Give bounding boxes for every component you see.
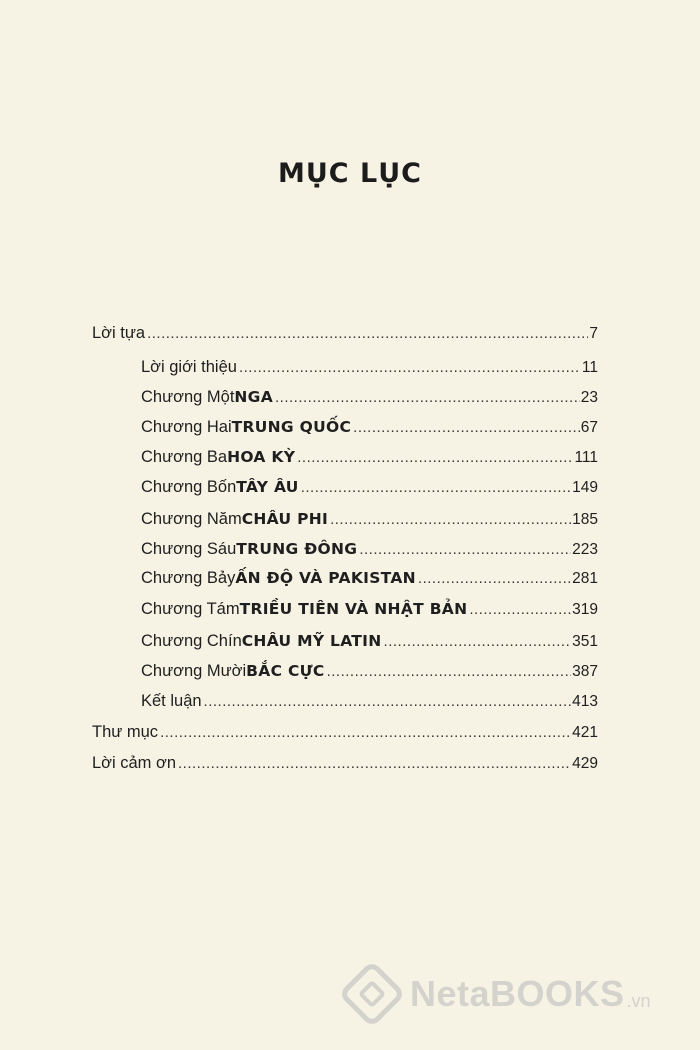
chapter-number: Chương Sáu xyxy=(141,540,237,558)
chapter-title: CHÂU PHI xyxy=(241,510,329,528)
chapter-title: CHÂU MỸ LATIN xyxy=(241,632,382,650)
toc-page-number: 23 xyxy=(580,389,598,406)
watermark-logo xyxy=(348,970,651,1018)
chapter-number: Chương Bảy xyxy=(141,569,236,587)
toc-entry-label: Kết luận xyxy=(141,692,202,710)
toc-page-number: 413 xyxy=(572,693,598,710)
toc-entry-chapter xyxy=(141,538,598,561)
toc-page-number: 7 xyxy=(589,325,598,342)
toc-entry-chapter xyxy=(141,386,598,409)
netabooks-logo-icon xyxy=(338,960,406,1028)
chapter-title: BẮC CỰC xyxy=(246,662,325,680)
chapter-number: Chương Bốn xyxy=(141,478,237,496)
dot-leader xyxy=(327,661,572,683)
chapter-title: ẤN ĐỘ VÀ PAKISTAN xyxy=(235,569,416,587)
chapter-title: HOA KỲ xyxy=(227,448,296,466)
toc-entry-label: Thư mục xyxy=(92,723,159,741)
dot-leader xyxy=(147,323,588,345)
watermark-suffix: .vn xyxy=(626,991,651,1011)
chapter-title: NGA xyxy=(234,388,273,406)
chapter-number: Chương Ba xyxy=(141,448,228,466)
dot-leader xyxy=(275,387,580,409)
toc-page-number: 11 xyxy=(581,359,598,376)
toc-entry-preface xyxy=(92,322,598,345)
toc-entry-conclusion xyxy=(141,690,598,713)
toc-entry-label: Lời tựa xyxy=(92,324,146,342)
toc-entry-chapter xyxy=(141,660,598,683)
toc-page-number: 421 xyxy=(572,724,598,741)
toc-entry-acknowledgements xyxy=(92,752,598,775)
toc-entry-chapter xyxy=(141,416,598,439)
dot-leader xyxy=(178,753,571,775)
dot-leader xyxy=(204,691,572,713)
dot-leader xyxy=(330,509,571,531)
toc-entry-introduction xyxy=(141,356,598,379)
toc-entry-chapter xyxy=(141,630,598,653)
toc-entry-label: Lời cảm ơn xyxy=(92,754,176,772)
chapter-number: Chương Một xyxy=(141,388,235,406)
chapter-number: Chương Hai xyxy=(141,418,232,436)
dot-leader xyxy=(418,568,571,590)
dot-leader xyxy=(353,417,580,439)
chapter-title: TRIỀU TIÊN VÀ NHẬT BẢN xyxy=(239,600,468,618)
toc-page-number: 111 xyxy=(574,449,598,466)
toc-page-number: 387 xyxy=(572,663,598,680)
chapter-title: TÂY ÂU xyxy=(236,478,299,496)
chapter-number: Chương Năm xyxy=(141,510,242,528)
toc-entry-chapter xyxy=(141,598,598,621)
toc-page-number: 185 xyxy=(572,511,598,528)
chapter-number: Chương Tám xyxy=(141,600,240,618)
chapter-number: Chương Mười xyxy=(141,662,247,680)
dot-leader xyxy=(297,447,573,469)
toc-page-number: 281 xyxy=(572,570,598,587)
dot-leader xyxy=(469,599,571,621)
toc-entry-chapter xyxy=(141,476,598,499)
toc-page-number: 67 xyxy=(580,419,598,436)
watermark-brand: NetaBOOKS xyxy=(410,973,625,1014)
toc-entry-chapter xyxy=(141,567,598,590)
toc-page-number: 223 xyxy=(572,541,598,558)
chapter-number: Chương Chín xyxy=(141,632,242,650)
toc-page-number: 429 xyxy=(572,755,598,772)
toc-entry-bibliography xyxy=(92,721,598,744)
chapter-title: TRUNG ĐÔNG xyxy=(236,540,358,558)
page-title: MỤC LỤC xyxy=(278,158,422,190)
dot-leader xyxy=(160,722,571,744)
toc-page-number: 319 xyxy=(572,601,598,618)
dot-leader xyxy=(301,477,571,499)
chapter-title: TRUNG QUỐC xyxy=(231,418,352,436)
toc-entry-label: Lời giới thiệu xyxy=(141,358,237,376)
toc-entry-chapter xyxy=(141,508,598,531)
dot-leader xyxy=(359,539,571,561)
dot-leader xyxy=(384,631,572,653)
toc-page-number: 351 xyxy=(572,633,598,650)
dot-leader xyxy=(239,357,581,379)
toc-page-number: 149 xyxy=(572,479,598,496)
toc-entry-chapter xyxy=(141,446,598,469)
